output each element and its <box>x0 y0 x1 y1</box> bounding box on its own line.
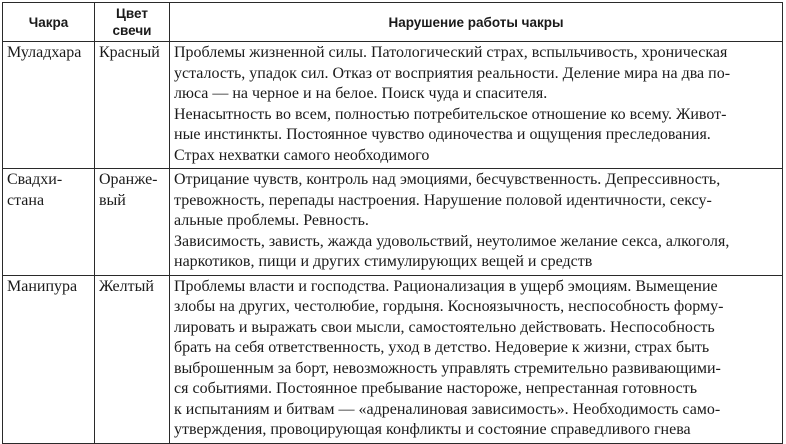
disorder-text-line: Проблемы жизненной силы. Патологический страх, вспыльчивость, хроническая <box>174 44 728 61</box>
disorder-text-line: утверждения, провоцирующая конфликты и состояние справедливого гнева <box>174 421 691 438</box>
disorder-paragraph <box>174 232 779 273</box>
chakra-table <box>2 2 783 444</box>
candle-color-line: вый <box>99 191 126 209</box>
chakra-name-cell <box>3 275 95 443</box>
header-candle-color-line1: Цвет <box>116 6 148 21</box>
candle-color-line: Красный <box>99 44 160 61</box>
header-chakra: Чакра <box>3 3 95 42</box>
table-row <box>3 42 783 169</box>
disorder-paragraph <box>174 277 779 441</box>
disorder-text-line: люса — на черное и на белое. Поиск чуда и спасителя. <box>174 85 548 102</box>
disorder-text-line: Отрицание чувств, контроль над эмоциями, бесчувственность. Депрессивность, <box>174 171 721 188</box>
chakra-name-line: стана <box>7 191 45 209</box>
disorder-text-line: ся событиями. Постоянное пребывание настороже, непрестанная готовность <box>174 380 698 397</box>
disorder-text-line: тревожность, перепады настроения. Нарушение половой идентичности, сексу- <box>174 191 712 209</box>
candle-color-cell <box>95 42 170 169</box>
disorder-paragraph <box>174 170 779 232</box>
table-row <box>3 275 783 443</box>
disorder-text-line: к испытаниям и битвам — «адреналиновая зависимость». Необходимость само- <box>174 400 721 418</box>
disorder-description-cell <box>170 275 783 443</box>
disorder-description-cell <box>170 169 783 276</box>
disorder-text-line: брать на себя ответственность, уход в детство. Недоверие к жизни, страх быть <box>174 339 710 356</box>
disorder-text-line: лировать и выражать свои мысли, самостоятельно действовать. Неспособность <box>174 318 715 336</box>
table-row <box>3 169 783 276</box>
disorder-text-line: Страх нехватки самого необходимого <box>174 146 430 164</box>
chakra-name-cell <box>3 169 95 276</box>
chakra-name-line: Манипура <box>7 277 78 295</box>
header-disorder: Нарушение работы чакры <box>170 3 783 42</box>
chakra-name-cell <box>3 42 95 169</box>
disorder-text-line: выброшенным за борт, невозможность управлять стремительно развивающими- <box>174 359 721 377</box>
disorder-text-line: усталость, упадок сил. Отказ от восприятия реальности. Деление мира на два по- <box>174 64 731 82</box>
candle-color-line: Оранже- <box>99 171 158 188</box>
candle-color-line: Желтый <box>99 277 154 295</box>
header-candle-color <box>95 3 170 42</box>
disorder-text-line: ные инстинкты. Постоянное чувство одиночества и ощущения преследования. <box>174 126 711 143</box>
header-candle-color-line2: свечи <box>112 23 152 38</box>
table-body <box>3 42 783 444</box>
chakra-name-line: Свадхи- <box>7 171 63 188</box>
disorder-text-line: альные проблемы. Ревность. <box>174 212 369 229</box>
disorder-text-line: наркотиков, пищи и других стимулирующих вещей и средств <box>174 253 593 270</box>
disorder-paragraph <box>174 43 779 105</box>
disorder-text-line: Проблемы власти и господства. Рационализация в ущерб эмоциям. Вымещение <box>174 277 718 295</box>
candle-color-cell <box>95 169 170 276</box>
candle-color-cell <box>95 275 170 443</box>
disorder-text-line: Ненасытность во всем, полностью потребительское отношение ко всему. Живот- <box>174 105 727 123</box>
disorder-text-line: злобы на других, честолюбие, гордыня. Косноязычность, неспособность форму- <box>174 298 724 315</box>
disorder-paragraph <box>174 105 779 167</box>
chakra-name-line: Муладхара <box>7 44 82 61</box>
disorder-text-line: Зависимость, зависть, жажда удовольствий, неутолимое желание секса, алкоголя, <box>174 232 730 250</box>
table-header-row <box>3 3 783 42</box>
disorder-description-cell <box>170 42 783 169</box>
